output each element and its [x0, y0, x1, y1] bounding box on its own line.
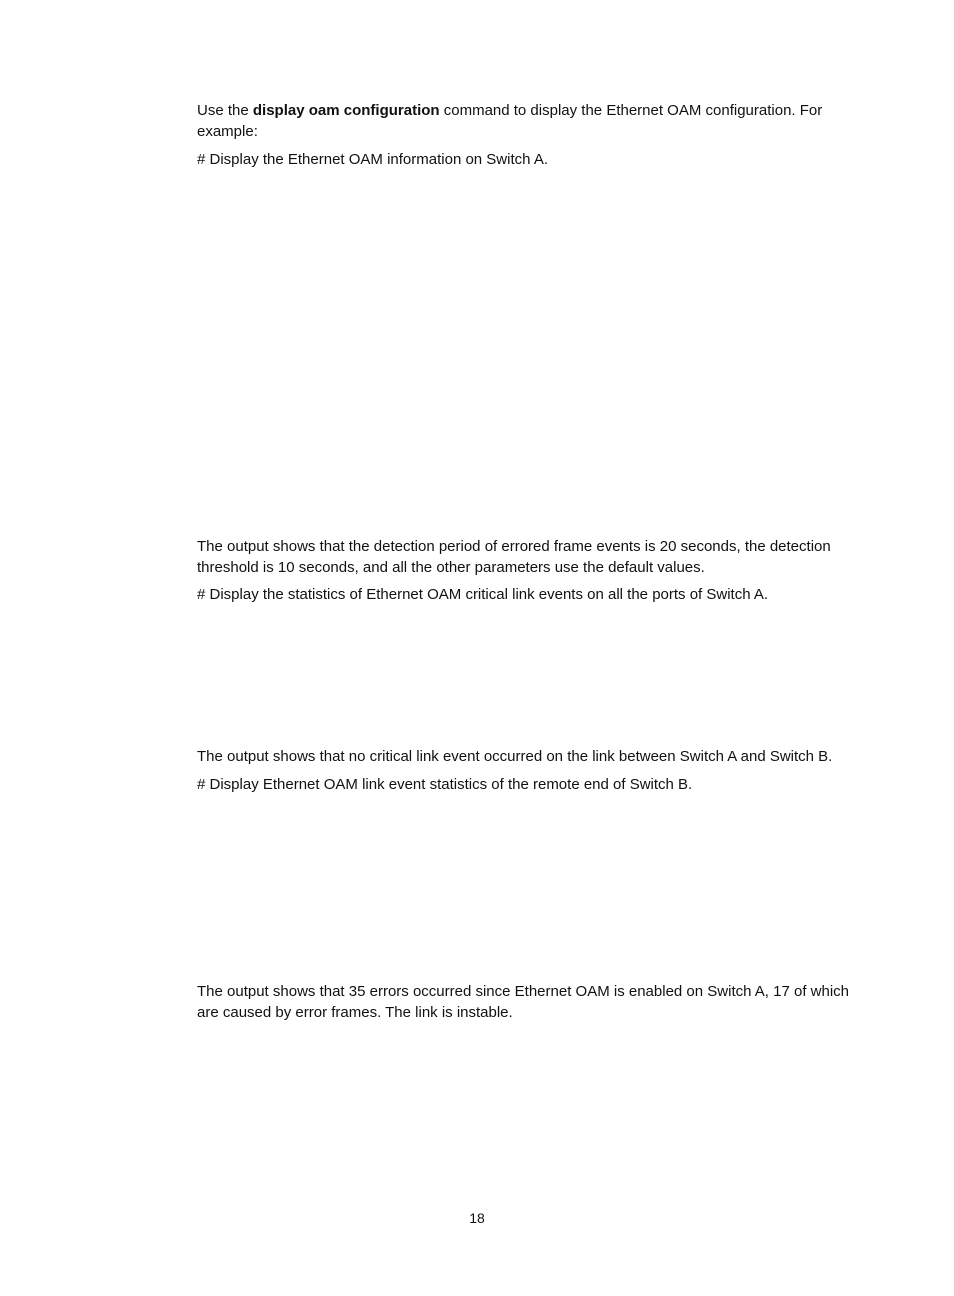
step-display-remote-stats: # Display Ethernet OAM link event statistics of the remote end of Switch B. — [197, 776, 693, 793]
intro-prefix: Use the — [197, 102, 253, 119]
result-critical-events: The output shows that no critical link event occurred on the link between Switch A and Switch B. — [197, 748, 833, 765]
command-name: display oam configuration — [252, 102, 440, 119]
intro-suffix: command to display the Ethernet OAM configuration. For example: — [197, 102, 823, 140]
intro-paragraph — [197, 100, 869, 142]
result-oam-config: The output shows that the detection period of errored frame events is 20 seconds, the detection threshold is 10 seconds, and all the other parameters use the default values. — [197, 538, 831, 576]
page-number: 18 — [469, 1210, 485, 1226]
step-display-oam-info: # Display the Ethernet OAM information on Switch A. — [197, 151, 548, 168]
step-display-critical-events: # Display the statistics of Ethernet OAM critical link events on all the ports of Switch A. — [197, 586, 769, 603]
result-remote-stats: The output shows that 35 errors occurred since Ethernet OAM is enabled on Switch A, 17 of which are caused by error frames. The link is instable. — [197, 983, 850, 1021]
